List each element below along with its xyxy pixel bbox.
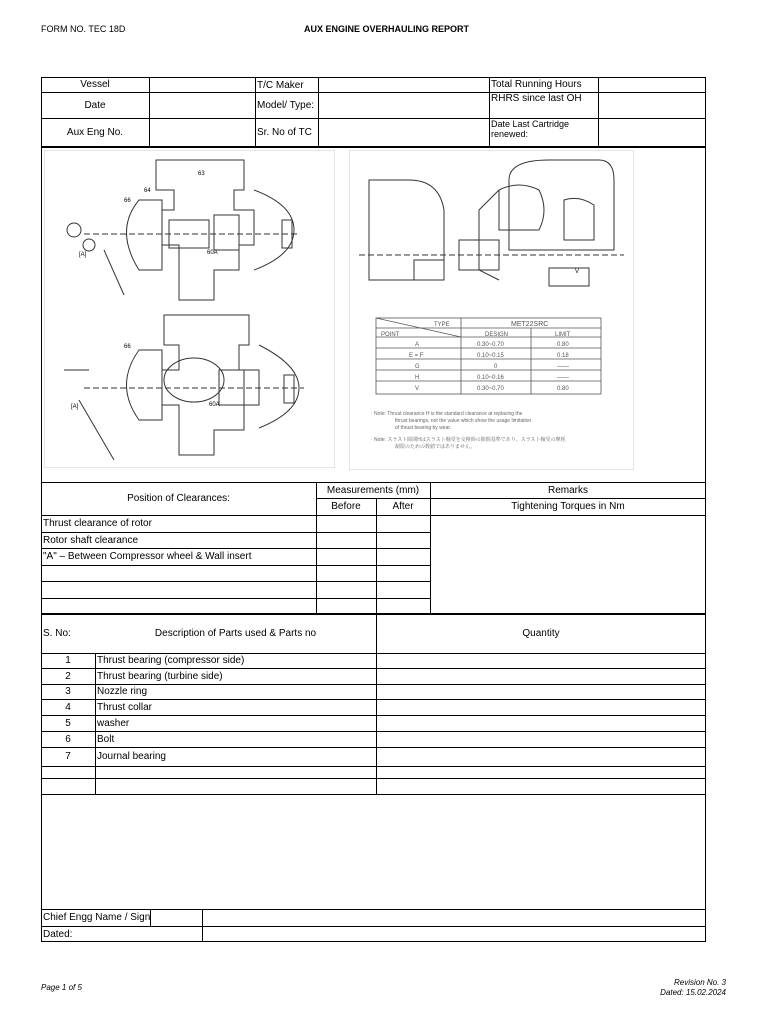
- part-quantity-field[interactable]: [377, 716, 705, 731]
- clearance-diagram: [349, 150, 634, 470]
- tightening-torques-label: Tightening Torques in Nm: [511, 501, 625, 512]
- table-row-limit: 0.80: [557, 386, 569, 392]
- date-cartridge-field[interactable]: [599, 119, 705, 147]
- part-number: 7: [65, 751, 71, 762]
- part-description-field[interactable]: [96, 767, 375, 778]
- table-row-point: E = F: [409, 353, 424, 359]
- table-type-label: TYPE: [434, 322, 450, 328]
- table-row-point: G: [415, 364, 420, 370]
- page-number: Page 1 of 5: [41, 983, 82, 992]
- aux-eng-no-label: Aux Eng No.: [66, 127, 124, 138]
- part-quantity-field[interactable]: [377, 732, 705, 747]
- part-description: Bolt: [97, 733, 115, 745]
- note1-line3: of thrust bearing by wear.: [395, 425, 452, 431]
- total-hours-label: Total Running Hours: [491, 79, 582, 90]
- note2-line1: · Note: スラスト隙間Hはスラスト軸受を交換時の隙間基準であり、スラスト軸受の摩耗: [371, 437, 566, 443]
- table-model: MET22SRC: [511, 321, 549, 328]
- callout-60a: 60A: [207, 250, 218, 256]
- before-label: Before: [331, 501, 361, 512]
- chief-engg-label: Chief Engg Name / Sign: [43, 912, 151, 923]
- note1-line2: thrust bearings, not the value which show the usage limitation: [395, 418, 532, 424]
- table-header-design: DESIGN: [485, 332, 509, 338]
- part-quantity-field[interactable]: [377, 767, 705, 778]
- sno-label: S. No:: [43, 628, 71, 639]
- model-type-label: Model/ Type:: [257, 99, 315, 111]
- table-row-point: V: [415, 386, 420, 392]
- sr-no-tc-field[interactable]: [319, 119, 489, 147]
- model-type-field[interactable]: [319, 93, 489, 118]
- sr-no-tc-label: Sr. No of TC: [257, 127, 312, 138]
- part-description: Thrust collar: [97, 701, 153, 713]
- vessel-field[interactable]: [150, 78, 254, 92]
- callout-66-lower: 66: [124, 344, 131, 350]
- clearance-before-field[interactable]: [317, 533, 375, 548]
- callout-v: V: [575, 269, 580, 275]
- table-row-design: 0.10~0.16: [477, 375, 504, 381]
- quantity-label: Quantity: [522, 628, 560, 639]
- date-field[interactable]: [150, 93, 254, 118]
- table-row-limit: 0.18: [557, 353, 569, 359]
- clearance-row-label: Thrust clearance of rotor: [43, 518, 152, 529]
- callout-a-lower: [A]: [71, 404, 79, 410]
- date-cartridge-label: Date Last Cartridge renewed:: [491, 119, 570, 139]
- rhrs-label: RHRS since last OH: [491, 93, 582, 104]
- part-number: 1: [65, 655, 71, 666]
- torques-field[interactable]: [431, 516, 705, 613]
- dated-field[interactable]: [203, 927, 705, 942]
- position-of-clearances-label: Position of Clearances:: [127, 493, 230, 504]
- table-row-point: H: [415, 375, 420, 381]
- clearance-after-field[interactable]: [377, 516, 429, 531]
- note1-line1: · Note: Thrust clearance H is the standard clearance at replacing the: [371, 411, 523, 417]
- clearance-before-field[interactable]: [317, 549, 375, 564]
- part-quantity-field[interactable]: [377, 669, 705, 684]
- table-row-design: 0.10~0.15: [477, 353, 504, 359]
- tc-maker-label: T/C Maker: [257, 80, 304, 91]
- callout-63: 63: [198, 171, 205, 177]
- report-title: AUX ENGINE OVERHAULING REPORT: [304, 24, 470, 34]
- part-number: 3: [65, 686, 71, 697]
- part-quantity-field[interactable]: [377, 700, 705, 715]
- part-number: 4: [65, 701, 71, 713]
- part-number: 6: [65, 733, 71, 745]
- part-description-field[interactable]: [96, 779, 375, 794]
- table-row-design: 0.30~0.70: [477, 342, 504, 348]
- clearance-after-field[interactable]: [377, 533, 429, 548]
- aux-eng-no-field[interactable]: [150, 119, 254, 147]
- part-quantity-field[interactable]: [377, 748, 705, 766]
- after-label: After: [392, 501, 414, 512]
- measurements-label: Measurements (mm): [326, 484, 420, 496]
- vessel-label: Vessel: [80, 79, 110, 90]
- part-number: 5: [65, 717, 71, 729]
- clearance-row-label: "A" – Between Compressor wheel & Wall insert: [43, 551, 252, 562]
- callout-64: 64: [144, 188, 151, 194]
- clearance-row-label: Rotor shaft clearance: [43, 534, 139, 546]
- part-number: 2: [65, 670, 71, 682]
- chief-engg-field[interactable]: [203, 910, 705, 926]
- table-row-design: 0: [494, 364, 498, 370]
- table-header-limit: LIMIT: [555, 332, 571, 338]
- callout-a: [A]: [79, 252, 87, 258]
- total-hours-field[interactable]: [599, 78, 705, 92]
- part-quantity-field[interactable]: [377, 685, 705, 699]
- turbocharger-section-drawing: [44, 150, 335, 468]
- revision-info: Revision No. 3 Dated: 15.02.2024: [660, 978, 726, 997]
- table-row-limit: 0.80: [557, 342, 569, 348]
- table-row-design: 0.30~0.70: [477, 386, 504, 392]
- date-label: Date: [84, 99, 106, 111]
- dated-label: Dated:: [43, 928, 73, 940]
- part-quantity-field[interactable]: [377, 654, 705, 668]
- part-description: Nozzle ring: [97, 686, 148, 697]
- part-description: Thrust bearing (turbine side): [97, 670, 223, 682]
- remarks-label: Remarks: [547, 484, 588, 496]
- table-header-point: POINT: [381, 332, 400, 338]
- table-row-point: A: [415, 342, 420, 348]
- clearance-before-field[interactable]: [317, 516, 375, 531]
- callout-60a-lower: 60A: [209, 402, 220, 408]
- rhrs-field[interactable]: [599, 93, 705, 118]
- table-row-limit: ——: [557, 375, 569, 381]
- parts-description-label: Description of Parts used & Parts no: [154, 628, 317, 639]
- form-number: FORM NO. TEC 18D: [41, 24, 126, 34]
- callout-66: 66: [124, 198, 131, 204]
- table-row-limit: ——: [557, 364, 569, 370]
- part-description: Journal bearing: [97, 751, 166, 762]
- part-description: Thrust bearing (compressor side): [97, 655, 245, 666]
- part-quantity-field[interactable]: [377, 779, 705, 794]
- tc-maker-field[interactable]: [319, 78, 489, 92]
- part-description: washer: [97, 717, 130, 729]
- clearance-after-field[interactable]: [377, 549, 429, 564]
- note2-line2: 制限のための数値ではありません。: [395, 444, 476, 450]
